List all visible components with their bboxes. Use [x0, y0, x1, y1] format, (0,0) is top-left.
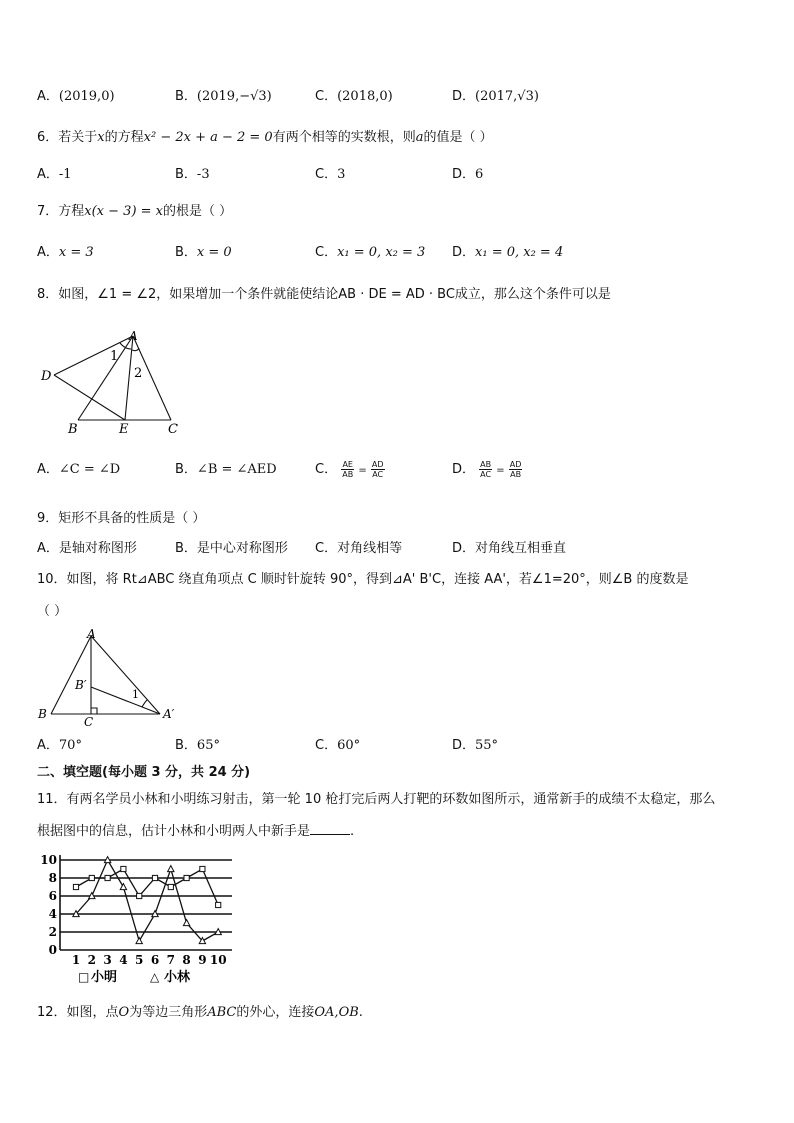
y-tick-labels — [40, 853, 57, 957]
point-square — [184, 875, 189, 880]
section-title: 二、填空题(每小题 3 分，共 24 分) — [37, 765, 251, 780]
q10-stem: 10．如图，将 Rt⊿ABC 绕直角项点 C 顺时针旋转 90°，得到⊿A' B'C，连接 AA'，若∠1=20°，则∠B 的度数是 — [37, 572, 689, 587]
angle-2-arc — [132, 348, 139, 351]
option-letter: C． — [315, 541, 338, 556]
option-letter: B． — [175, 167, 197, 182]
fraction — [371, 460, 385, 479]
x-tick-label: 5 — [135, 953, 144, 967]
option-letter: B． — [175, 89, 197, 104]
q6-option-c[interactable] — [315, 165, 345, 185]
point-triangle — [183, 920, 189, 926]
right-angle-mark — [91, 708, 97, 714]
point-square — [200, 866, 205, 871]
q9-option-b[interactable] — [175, 539, 288, 559]
stem-text: 有两个相等的实数根，则 — [272, 130, 416, 145]
stem-text: . — [358, 1005, 363, 1020]
option-letter: D． — [452, 541, 476, 556]
option-letter: B． — [175, 738, 197, 753]
y-tick-label: 6 — [48, 889, 57, 903]
q5-option-b[interactable] — [175, 87, 272, 107]
q8-option-b[interactable] — [175, 460, 277, 480]
point-square — [168, 884, 173, 889]
q7-option-c[interactable] — [315, 243, 425, 263]
option-text: (2019,−√3) — [196, 89, 272, 104]
segment-ab — [51, 636, 91, 714]
option-text: x₁ = 0, x₂ = 4 — [475, 245, 564, 260]
stem-text: 12．如图，点 — [37, 1005, 119, 1020]
option-text: (2017,√3) — [475, 89, 539, 104]
angle-1-arc — [142, 700, 147, 707]
option-letter: B． — [175, 462, 197, 477]
x-tick-label: 7 — [166, 953, 175, 967]
x-tick-labels — [72, 953, 227, 967]
label-b: B — [38, 707, 47, 721]
q10-option-d[interactable] — [452, 736, 498, 756]
x-tick-label: 9 — [198, 953, 207, 967]
segment-ad — [54, 336, 133, 375]
equals-sign: = — [358, 465, 367, 476]
option-text: 70° — [58, 738, 82, 753]
q12-stem — [37, 1003, 363, 1023]
equation: x² − 2x + a − 2 = 0 — [143, 130, 273, 145]
q10-figure — [36, 628, 186, 728]
denominator: AC — [480, 470, 492, 479]
legend-marker-square: □ — [78, 970, 90, 984]
option-letter: A． — [37, 89, 59, 104]
x-tick-label: 8 — [182, 953, 191, 967]
point-square — [73, 884, 78, 889]
stem-text: 7．方程 — [37, 204, 85, 219]
stem-text: 的根是（ ） — [163, 204, 233, 219]
option-letter: A． — [37, 462, 59, 477]
option-text: (2018,0) — [337, 89, 393, 104]
option-text: 65° — [196, 738, 220, 753]
numerator: AD — [371, 460, 384, 469]
option-text: x₁ = 0, x₂ = 3 — [337, 245, 426, 260]
equals-sign: = — [496, 465, 505, 476]
option-letter: B． — [175, 245, 197, 260]
segment-de — [54, 375, 125, 420]
label-angle-1: 1 — [132, 688, 139, 701]
option-letter: D． — [452, 245, 476, 260]
answer-blank[interactable] — [310, 822, 350, 835]
q8-figure — [36, 328, 186, 436]
y-tick-label: 2 — [48, 925, 57, 939]
q11-stem-line1: 11．有两名学员小林和小明练习射击，第一轮 10 枪打完后两人打靶的环数如图所示，通常新手的成绩不太稳定，那么 — [37, 792, 716, 807]
stem-text: 为等边三角形 — [129, 1005, 208, 1020]
option-letter: B． — [175, 541, 197, 556]
option-letter: A． — [37, 167, 59, 182]
q5-option-a[interactable] — [37, 87, 115, 107]
x-tick-label: 6 — [150, 953, 160, 967]
option-letter: D． — [452, 167, 476, 182]
point-square — [152, 875, 157, 880]
option-text: 3 — [337, 167, 346, 182]
option-text: 是轴对称图形 — [58, 541, 137, 556]
point-triangle — [120, 884, 126, 890]
option-text: ∠C = ∠D — [58, 462, 121, 477]
q11-stem-line2 — [37, 822, 354, 842]
point-square — [137, 893, 142, 898]
label-b-prime: B′ — [75, 678, 87, 692]
option-text: 对角线相等 — [337, 541, 403, 556]
option-letter: C． — [315, 738, 338, 753]
q9-stem: 9．矩形不具备的性质是（ ） — [37, 511, 206, 526]
label-angle-2: 2 — [134, 366, 143, 381]
denominator: AB — [342, 470, 354, 479]
option-text: (2019,0) — [58, 89, 115, 104]
legend-label-xiaolin: 小林 — [164, 970, 191, 985]
option-text: -3 — [196, 167, 210, 182]
stem-text: 的值是（ ） — [423, 130, 493, 145]
x-tick-label: 10 — [209, 953, 227, 967]
stem-text: 根据图中的信息，估计小林和小明两人中新手是 — [37, 824, 311, 839]
x-tick-label: 2 — [87, 953, 96, 967]
q8-option-d[interactable] — [452, 460, 522, 481]
q8-option-c[interactable] — [315, 460, 385, 481]
option-letter: C． — [315, 462, 338, 477]
label-c: C — [168, 422, 178, 436]
y-tick-label: 0 — [48, 943, 57, 957]
label-angle-1: 1 — [110, 349, 119, 364]
option-letter: A． — [37, 245, 59, 260]
label-b: B — [68, 422, 78, 436]
denominator: AB — [510, 470, 522, 479]
fraction — [341, 460, 354, 479]
point-square — [89, 875, 94, 880]
y-tick-label: 10 — [40, 853, 57, 867]
series-line-1 — [76, 869, 218, 905]
x-tick-label: 3 — [103, 953, 112, 967]
label-e: E — [119, 422, 129, 436]
option-letter: D． — [452, 738, 476, 753]
fraction — [479, 460, 492, 479]
label-c: C — [84, 715, 94, 728]
stem-text: 的方程 — [104, 130, 144, 145]
option-letter: A． — [37, 738, 59, 753]
option-text: -1 — [58, 167, 72, 182]
q6-stem — [37, 128, 493, 148]
legend-label-xiaoming: 小明 — [91, 970, 118, 985]
label-a-prime: A′ — [163, 707, 175, 721]
q7-option-a[interactable] — [37, 243, 94, 263]
label-a: A — [129, 329, 138, 343]
q7-option-d[interactable] — [452, 243, 563, 263]
option-text: 是中心对称图形 — [196, 541, 288, 556]
x-tick-label: 4 — [119, 953, 128, 967]
option-letter: D． — [452, 462, 476, 477]
chart-series — [73, 857, 222, 944]
option-text: x = 3 — [58, 245, 94, 260]
q7-option-b[interactable] — [175, 243, 232, 263]
label-a: A — [87, 628, 96, 641]
q5-option-d[interactable] — [452, 87, 539, 107]
fraction — [509, 460, 523, 479]
q9-option-d[interactable] — [452, 539, 566, 559]
q11-chart — [36, 850, 236, 990]
option-letter: C． — [315, 245, 338, 260]
option-text: x = 0 — [196, 245, 232, 260]
option-letter: C． — [315, 167, 338, 182]
point-square — [216, 902, 221, 907]
angle-1-arc — [120, 343, 131, 349]
option-text: 对角线互相垂直 — [475, 541, 567, 556]
option-text: 60° — [337, 738, 361, 753]
variable: a — [415, 130, 424, 145]
point-square — [105, 875, 110, 880]
y-tick-label: 4 — [48, 907, 57, 921]
stem-text: . — [350, 824, 355, 839]
variable: x — [97, 130, 105, 145]
y-tick-label: 8 — [48, 871, 57, 885]
point-triangle — [136, 938, 142, 944]
q9-option-c[interactable] — [315, 539, 402, 559]
q10-option-c[interactable] — [315, 736, 360, 756]
option-letter: C． — [315, 89, 338, 104]
stem-text: 的外心，连接 — [236, 1005, 315, 1020]
variable: OA,OB — [314, 1005, 359, 1020]
chart-grid — [60, 860, 232, 932]
q6-option-d[interactable] — [452, 165, 483, 185]
q5-option-c[interactable] — [315, 87, 393, 107]
chart-legend — [78, 969, 191, 985]
q10-option-b[interactable] — [175, 736, 220, 756]
stem-text: 6．若关于 — [37, 130, 98, 145]
option-text: ∠B = ∠AED — [196, 462, 277, 477]
option-letter: A． — [37, 541, 59, 556]
variable: O — [118, 1005, 130, 1020]
q6-option-b[interactable] — [175, 165, 210, 185]
numerator: AB — [480, 460, 492, 469]
point-triangle — [168, 866, 174, 872]
q8-option-a[interactable] — [37, 460, 120, 480]
q7-stem — [37, 202, 232, 222]
q9-option-a[interactable] — [37, 539, 137, 559]
option-text: 6 — [475, 167, 484, 182]
numerator: AD — [509, 460, 522, 469]
segment-b-prime-a-prime — [91, 687, 160, 714]
option-text: 55° — [475, 738, 499, 753]
variable: ABC — [207, 1005, 237, 1020]
equation: x(x − 3) = x — [84, 204, 164, 219]
denominator: AC — [372, 470, 384, 479]
legend-marker-triangle: △ — [150, 970, 160, 984]
numerator: AE — [342, 460, 353, 469]
q6-option-a[interactable] — [37, 165, 72, 185]
q8-stem: 8．如图，∠1 = ∠2，如果增加一个条件就能使结论AB · DE = AD · BC成立，那么这个条件可以是 — [37, 287, 611, 302]
option-letter: D． — [452, 89, 476, 104]
q10-answer-paren: （ ） — [37, 604, 68, 619]
point-square — [121, 866, 126, 871]
label-d: D — [41, 369, 52, 384]
q10-option-a[interactable] — [37, 736, 82, 756]
x-tick-label: 1 — [71, 953, 81, 967]
segment-aa-prime — [91, 636, 160, 714]
